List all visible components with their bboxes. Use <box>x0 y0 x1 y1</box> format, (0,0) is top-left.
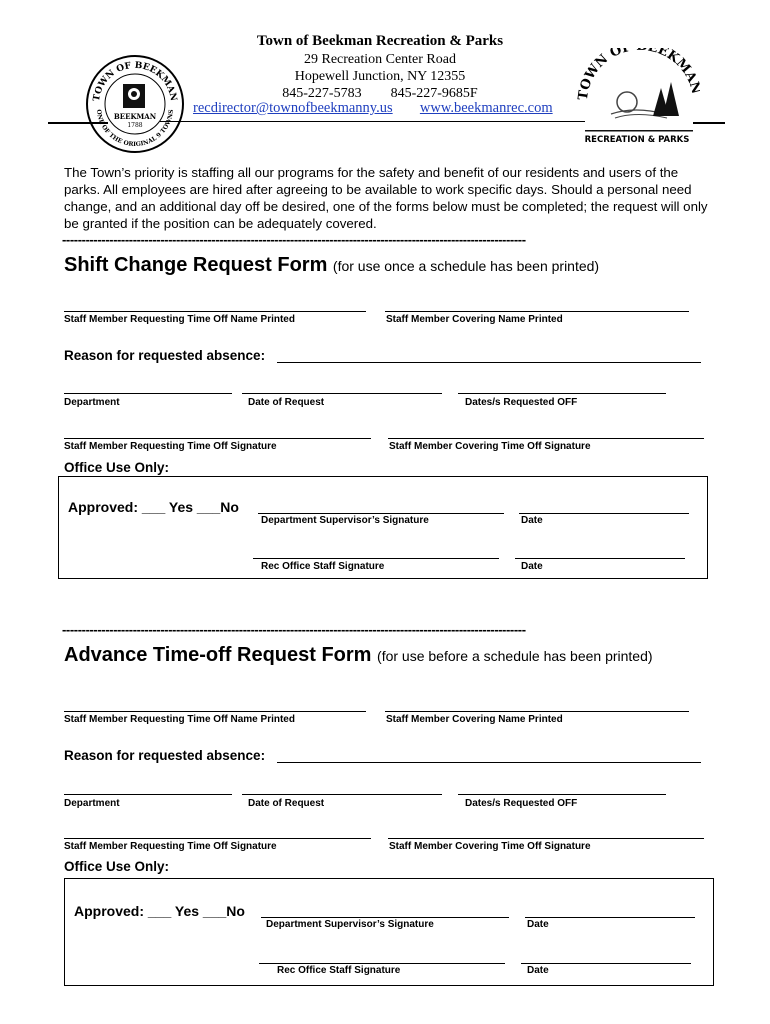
address-line-1: 29 Recreation Center Road <box>303 52 456 67</box>
requesting-signature-label: Staff Member Requesting Time Off Signature <box>64 441 277 452</box>
form-title-text: Advance Time-off Request Form <box>64 644 372 666</box>
supervisor-signature-label: Department Supervisor’s Signature <box>261 515 429 526</box>
name-printed-label: Staff Member Requesting Time Off Name Printed <box>64 714 295 725</box>
form-subtitle: (for use once a schedule has been printed) <box>332 258 600 274</box>
covering-signature-line[interactable] <box>388 438 704 439</box>
reason-field-line[interactable] <box>277 362 701 363</box>
date-label: Date <box>527 919 549 930</box>
dates-off-label: Dates/s Requested OFF <box>465 798 578 809</box>
logo-top-text: TOWN OF EKMA <box>575 48 700 102</box>
supervisor-date-line[interactable] <box>525 917 695 918</box>
department-line[interactable] <box>64 794 232 795</box>
date-of-request-label: Date of Request <box>248 397 325 408</box>
seal-name-text: BEEKMAN <box>113 112 157 121</box>
supervisor-date-line[interactable] <box>519 513 689 514</box>
covering-signature-label: Staff Member Covering Time Off Signature <box>389 441 591 452</box>
date-of-request-label: Date of Request <box>248 798 325 809</box>
name-printed-line[interactable] <box>64 711 366 712</box>
date-of-request-line[interactable] <box>242 393 442 394</box>
supervisor-signature-label: Department Supervisor’s Signature <box>266 919 434 930</box>
covering-signature-line[interactable] <box>388 838 704 839</box>
name-printed-label: Staff Member Requesting Time Off Name Printed <box>64 314 295 325</box>
dates-off-label: Dates/s Requested OFF <box>465 397 578 408</box>
office-use-box <box>64 878 714 986</box>
dates-off-line[interactable] <box>458 794 666 795</box>
rec-office-date-line[interactable] <box>521 963 691 964</box>
approved-text[interactable]: Approved: ___ Yes ___No <box>68 499 239 515</box>
date-of-request-line[interactable] <box>242 794 442 795</box>
date-label: Date <box>521 561 543 572</box>
fax-number: 845-227-9685F <box>390 86 478 101</box>
rec-office-date-line[interactable] <box>515 558 685 559</box>
date-label: Date <box>521 515 543 526</box>
office-use-box <box>58 476 708 579</box>
requesting-signature-label: Staff Member Requesting Time Off Signature <box>64 841 277 852</box>
rec-parks-logo <box>575 48 700 144</box>
town-seal <box>85 54 185 154</box>
covering-name-label: Staff Member Covering Name Printed <box>386 714 563 725</box>
office-use-label: Office Use Only: <box>64 859 170 874</box>
rec-office-signature-label: Rec Office Staff Signature <box>277 965 401 976</box>
address-line-2: Hopewell Junction, NY 12355 <box>294 69 466 84</box>
covering-name-line[interactable] <box>385 711 689 712</box>
approved-text[interactable]: Approved: ___ Yes ___No <box>74 903 245 919</box>
contact-links <box>193 100 573 117</box>
date-label: Date <box>527 965 549 976</box>
supervisor-signature-line[interactable] <box>261 917 509 918</box>
department-line[interactable] <box>64 393 232 394</box>
rec-office-signature-line[interactable] <box>259 963 505 964</box>
email-link[interactable]: recdirector@townofbeekmanny.us <box>193 100 393 116</box>
reason-label: Reason for requested absence: <box>64 348 266 363</box>
seal-bottom-text: ONE OF THE ORIGINAL 9 TOWNS <box>94 109 176 149</box>
rec-office-signature-line[interactable] <box>253 558 499 559</box>
section-divider: ---------------------------------------------------------------------------------------------------------------------- <box>62 622 526 637</box>
form-title <box>64 254 599 277</box>
dates-off-line[interactable] <box>458 393 666 394</box>
department-label: Department <box>64 798 120 809</box>
department-label: Department <box>64 397 120 408</box>
covering-name-label: Staff Member Covering Name Printed <box>386 314 563 325</box>
intro-paragraph: The Town’s priority is staffing all our programs for the safety and benefit of our residents and users of the parks. All employees are hired after agreeing to be available to work specific days. Should a personal need change, and an additional day off be desired, one of the forms below must be completed; the request will only be granted if the position can be adequately covered. <box>64 165 708 231</box>
svg-text:TOWN OF BEEKMAN <box>576 48 700 101</box>
section-divider: ---------------------------------------------------------------------------------------------------------------------- <box>62 232 526 247</box>
seal-top-text: TOWN OF BEEKMAN <box>92 60 179 102</box>
name-printed-line[interactable] <box>64 311 366 312</box>
org-title: Town of Beekman Recreation & Parks <box>256 33 504 49</box>
form-title <box>64 644 653 667</box>
phone-number: 845-227-5783 <box>282 86 362 101</box>
supervisor-signature-line[interactable] <box>258 513 504 514</box>
requesting-signature-line[interactable] <box>64 438 371 439</box>
website-link[interactable]: www.beekmanrec.com <box>419 100 553 116</box>
requesting-signature-line[interactable] <box>64 838 371 839</box>
covering-name-line[interactable] <box>385 311 689 312</box>
seal-year-text: 1788 <box>127 122 143 129</box>
office-use-label: Office Use Only: <box>64 460 170 475</box>
reason-field-line[interactable] <box>277 762 701 763</box>
form-title-text: Shift Change Request Form <box>64 254 328 276</box>
reason-label: Reason for requested absence: <box>64 748 266 763</box>
rec-office-signature-label: Rec Office Staff Signature <box>261 561 385 572</box>
covering-signature-label: Staff Member Covering Time Off Signature <box>389 841 591 852</box>
logo-subtitle: RECREATION & PARKS <box>584 135 690 144</box>
form-subtitle: (for use before a schedule has been printed) <box>377 648 653 664</box>
header-rule-middle <box>160 121 585 122</box>
